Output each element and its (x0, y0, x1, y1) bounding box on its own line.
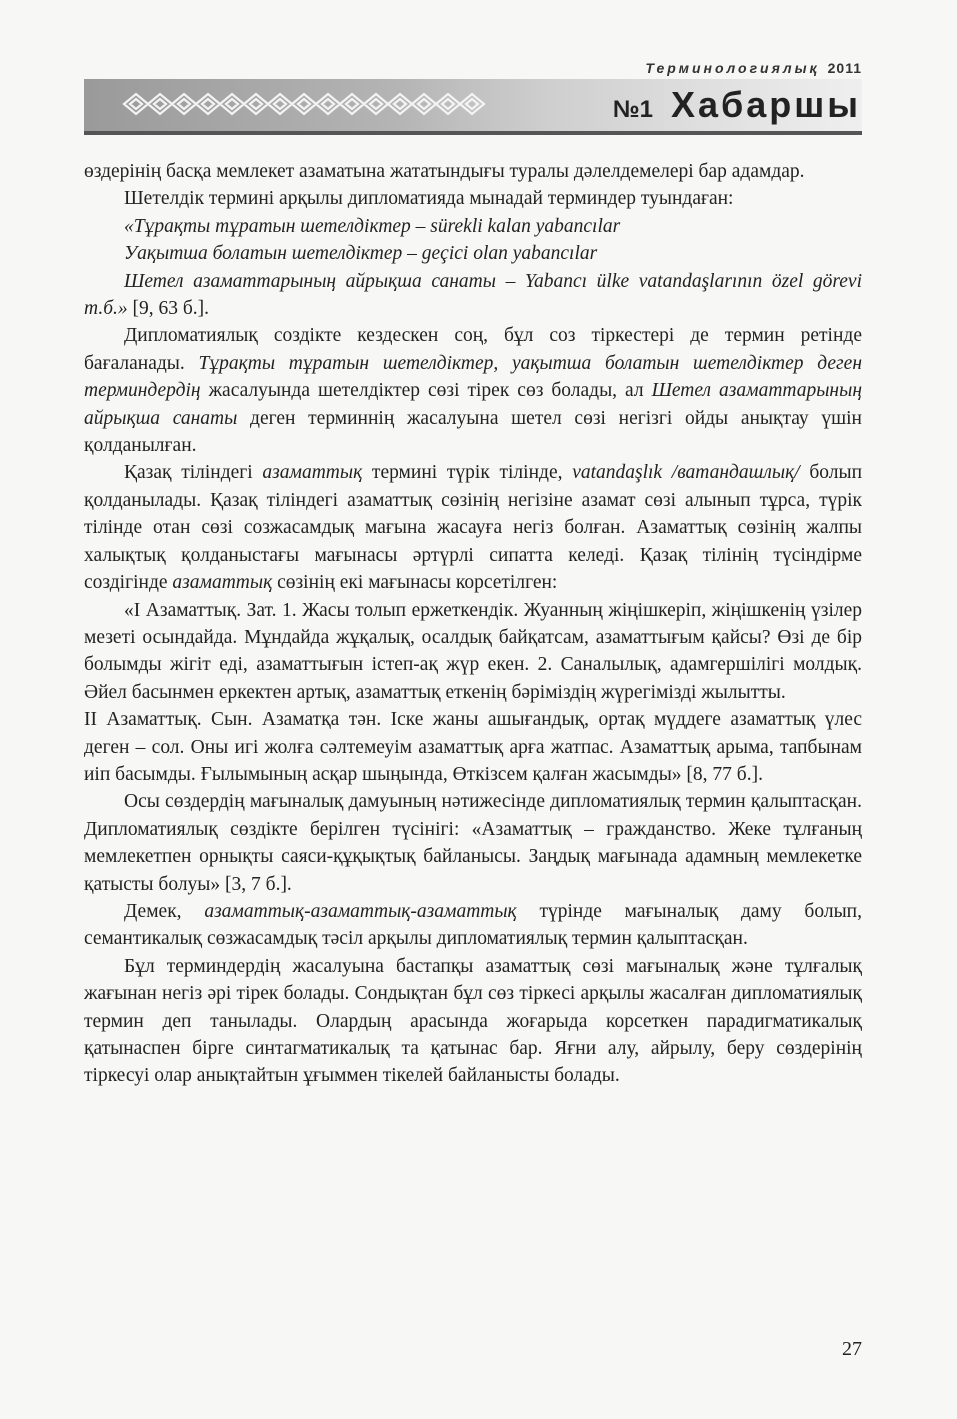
text-run: түрінде мағыналық даму болып, семантикалық сөзжасамдық тәсіл арқылы дипломатиялық термин қалыптасқан. (84, 900, 862, 950)
italic-text: Шетел азаматтарының айрықша санаты (84, 380, 862, 429)
text-run: [9, 63 б.]. (127, 298, 210, 320)
italic-text: Уақытша болатын шетелдіктер – geçici olan yabancılar (124, 243, 598, 265)
paragraph (84, 213, 862, 240)
journal-year: 2011 (827, 60, 862, 76)
italic-text: Тұрақты тұратын шетелдіктер, уақытша болатын шетелдіктер деген терминдердің (84, 352, 862, 402)
paragraph (84, 268, 862, 323)
text-run: «I Азаматтық. Зат. 1. Жасы толып ержеткендік. Жуанның жіңішкеріп, жіңішкенің үзілер мезеті осындайда. Мұндайда жұқалық, осалдық байқатсам, азаматтығым қайсы? Өзі де бір болымды жігіт еді, азаматтығын істеп-ақ жүр екен. 2. Саналылық, адамгершілігі молдық. Әйел басынмен еркектен артық, азаматтық еткенің бәріміздің жүрегімізді жылытты. (84, 599, 862, 703)
italic-text: Шетел азаматтарының айрықша санаты – Yabancı ülke vatandaşlarının özel görevi т.б.» (84, 270, 862, 320)
paragraph (84, 459, 862, 596)
paragraph (84, 240, 862, 267)
issue-number: №1 (612, 96, 653, 123)
paragraph (84, 898, 862, 953)
italic-text: азаматтық (262, 462, 363, 484)
paragraph (84, 185, 862, 212)
italic-text: азаматтық-азаматтық-азаматтық (204, 900, 517, 922)
paragraph (84, 953, 862, 1090)
paragraph (84, 788, 862, 898)
paragraph (84, 706, 862, 788)
text-run: Осы сөздердің мағыналық дамуының нәтижесінде дипломатиялық термин қалыптасқан. Дипломатиялық сөздікте берілген түсінігі: «Азаматтық – гражданство. Жеке тұлғаның мемлекетпен орнықты саяси-құқықтық байланысы. Заңдық мағынада адамның мемлекетке қатысты болуы» [3, 7 б.]. (84, 791, 862, 895)
text-run: Шетелдік термині арқылы дипломатияда мынадай терминдер туындаған: (124, 188, 734, 210)
text-run: Демек, (124, 900, 205, 922)
paragraph (84, 597, 862, 707)
text-run: Бұл терминдердің жасалуына бастапқы азаматтық сөзі мағыналық және тұлғалық жағынан негіз әрі тірек болады. Сондықтан бұл сөз тіркесі арқылы жасалған дипломатиялық термин деп танылады. Олардың арасында жоғарыда корсеткен парадигматикалық қатынаспен бірге синтагматикалық та қатынас бар. Яғни алу, айрылу, беру сөздерінің тіркесуі олар анықтайтын ұғыммен тікелей байланысты болады. (84, 955, 862, 1087)
text-run: Қазақ тіліндегі (124, 462, 263, 484)
paragraph (84, 322, 862, 459)
ornament-pattern (120, 88, 500, 120)
issue-block (613, 84, 861, 126)
text-run: сөзінің екі мағынасы корсетілген: (272, 572, 558, 594)
article-body (84, 158, 862, 1090)
italic-text: vatandaşlık /ватандашлық/ (572, 462, 800, 484)
journal-title: Хабаршы (670, 84, 861, 125)
paragraph (84, 158, 862, 185)
italic-text: азаматтық (172, 572, 273, 594)
text-run: болып қолданылады. Қазақ тіліндегі азаматтық сөзінің негізіне азамат сөзі алынып тұрса, түрік тілінде отан сөзі созжасамдық мағына жасауға негіз болған. Азаматтық сөзінің жалпы халықтық қолданыстағы мағынасы әртүрлі сипатта келеді. Қазақ тілінің түсіндірме создігінде (84, 462, 863, 594)
page-header (0, 0, 957, 150)
header-rule (84, 131, 862, 135)
journal-word: Терминологиялық (645, 60, 820, 76)
text-run: деген терминнің жасалуына шетел сөзі негізгі ойды анықтау үшін қолданылған. (84, 407, 862, 457)
page-number: 27 (842, 1338, 862, 1360)
text-run: өздерінің басқа мемлекет азаматына жататындығы туралы дәлелдемелері бар адамдар. (84, 161, 805, 182)
italic-text: «Тұрақты тұратын шетелдіктер – sürekli kalan yabancılar (124, 215, 621, 237)
journal-running-title (645, 60, 862, 76)
text-run: II Азаматтық. Сын. Азаматқа тән. Іске жаны ашығандық, ортақ мүддеге азаматтық үлес деген – сол. Оны игі жолға сәлтемеуім азаматтық арға жатпас. Азаматтық арыма, тапбынам иіп басымды. Ғылымының асқар шыңында, Өткізсем қалған жасымды» [8, 77 б.]. (84, 709, 862, 785)
text-run: термині түрік тілінде, (362, 462, 573, 484)
text-run: Дипломатиялық создікте кездескен соң, бұл соз тіркестері де термин ретінде бағаланады. (84, 325, 862, 374)
text-run: жасалуында шетелдіктер сөзі тірек сөз болады, ал (200, 380, 652, 402)
